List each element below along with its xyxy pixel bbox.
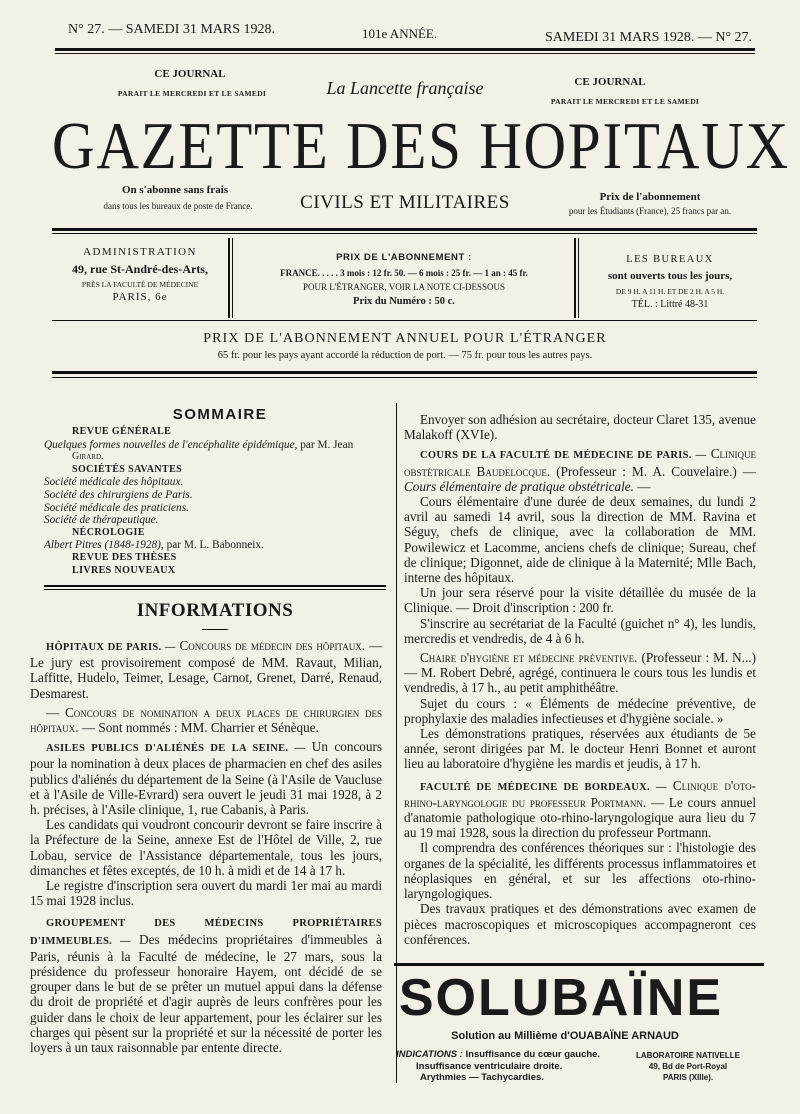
- abonne-1: On s'abonne sans frais: [121, 184, 229, 196]
- masthead-subtitle: CIVILS ET MILITAIRES: [300, 192, 510, 213]
- sommaire-necro-item: Albert Pitres (1848-1928),: [44, 539, 164, 552]
- sommaire-soc-item: Société de thérapeutique.: [44, 514, 159, 527]
- info-divider-left-2: [232, 238, 233, 318]
- r5-text: S'inscrire au secrétariat de la Faculté (guichet n° 4), les lundis, mercredis et vendredis, de 4 à 6 h.: [404, 615, 756, 646]
- journal-left-1: CE JOURNAL: [154, 68, 226, 80]
- sommaire-list: [44, 426, 394, 577]
- sommaire-rg-author: par M. Jean: [300, 438, 354, 451]
- prix-line: FRANCE. . . . . 3 mois : 12 fr. 50. — 6 mois : 25 fr. — 1 an : 45 fr.: [280, 268, 528, 278]
- prix-numero: Prix du Numéro : 50 c.: [353, 296, 455, 307]
- r9-text: — Le cours annuel d'anatomie pathologique oto-rhino-laryngologique aura lieu du 7 au 19 mai 1928, sous la direction du professeur Portmann.: [404, 794, 757, 841]
- left-column: [30, 638, 382, 1055]
- sommaire-rg-item: Quelques formes nouvelles de l'encéphalite épidémique,: [44, 438, 298, 451]
- info-divider-right: [574, 238, 576, 318]
- informations-underline: [202, 629, 228, 630]
- p3-text: Un concours pour la nomination à deux places de pharmacien en chef des asiles publics d'aliénés du département de la Seine (à l'Asile de Vaucluse et à l'Asile de Ville-Evrard) sera ouvert le jeudi 31 mai 1928, à 2 h. précises, à l'Asile clinique, 1, rue Cabanis, à Paris.: [30, 739, 383, 818]
- issue-left: N° 27. — SAMEDI 31 MARS 1928.: [68, 22, 276, 37]
- ad-lab-2: 49, Bd de Port-Royal: [648, 1062, 728, 1071]
- sommaire-revue-theses: REVUE DES THÈSES: [72, 551, 177, 563]
- prix-note: POUR L'ÉTRANGER, VOIR LA NOTE CI-DESSOUS: [303, 282, 505, 292]
- sommaire-soc-item: Société médicale des praticiens.: [44, 501, 189, 514]
- ad-rule: [394, 963, 764, 966]
- r2-head: COURS DE LA FACULTÉ DE MÉDECINE DE PARIS. —: [420, 450, 707, 462]
- ad-title: SOLUBAÏNE: [398, 969, 724, 1027]
- r2-prof: (Professeur : M. A. Couvelaire.) —: [556, 463, 756, 479]
- admin-address: 49, rue St-André-des-Arts,: [72, 262, 208, 276]
- ad-lab-1: LABORATOIRE NATIVELLE: [636, 1051, 740, 1060]
- r6-text: (Professeur : M. N...) — M. Robert Debré, agrégé, continuera le cours tous les lundis et vendredis, à 17 h., au petit amphithéâtre.: [404, 650, 756, 696]
- ad-indications: [396, 1049, 616, 1084]
- prix-title: PRIX DE L'ABONNEMENT :: [336, 252, 472, 263]
- ad-indications-2: Insuffisance ventriculaire droite.: [416, 1060, 563, 1072]
- sommaire-societes: SOCIÉTÉS SAVANTES: [72, 463, 183, 475]
- sommaire-rule: [44, 585, 386, 587]
- p6-text: Des médecins propriétaires d'immeubles à Paris, réunis à la Faculté de médecine, le 27 mars, sous la présidence du professeur honoraire Hayem, ont décidé de se grouper dans le but de se prêter un mutuel appui dans la défense du droit de propriété et d'agir auprès de leurs confrères pour les guider dans le choix de leur appartement, pour les éclairer sur les charges qui pèsent sur la propriété et sur la nécessité de porter les loyers à un taux raisonnable par entente directe.: [30, 931, 382, 1056]
- top-rule: [55, 48, 755, 51]
- admin-faculty: PRÈS LA FACULTÉ DE MÉDECINE: [81, 280, 199, 289]
- foreign-rule: [52, 371, 757, 374]
- p1-sub: Concours de médecin des hôpitaux.: [179, 638, 366, 653]
- foreign-title: PRIX DE L'ABONNEMENT ANNUEL POUR L'ÉTRANGER: [203, 331, 607, 346]
- sommaire-title: SOMMAIRE: [172, 406, 268, 423]
- info-divider-right-2: [578, 238, 579, 318]
- r1-text: Envoyer son adhésion au secrétaire, docteur Claret 135, avenue Malakoff (XVIe).: [404, 412, 756, 443]
- ad-subtitle: Solution au Millième d'OUABAÏNE ARNAUD: [451, 1030, 679, 1042]
- ad-indications-label: INDICATIONS :: [396, 1049, 463, 1060]
- sommaire-necro-author: par M. L. Babonneix.: [166, 539, 264, 552]
- lancette: La Lancette française: [326, 78, 484, 98]
- bureaux-tel: TÉL. : Littré 48-31: [631, 299, 709, 310]
- r2-sub: Clinique obstétricale Baudelocque.: [404, 446, 756, 479]
- admin-city: PARIS, 6e: [112, 291, 168, 303]
- p4-text: Les candidats qui voudront concourir devront se faire inscrire à la Préfecture de la Seine, annexe Est de l'Hôtel de Ville, 2, rue Lobau, service de l'Assistance départementale, tous les jours, dimanches et fêtes exceptés, de 10 h. à midi et de 14 à 17 h.: [30, 817, 382, 878]
- ad-indications-3: Arythmies — Tachycardies.: [420, 1072, 544, 1083]
- abonne-2: dans tous les bureaux de poste de France.: [103, 201, 253, 211]
- r10-text: Il comprendra des conférences théoriques sur : l'histologie des organes de la spécialité, les différents processus inflammatoires et néoplasiques en général, et sur les affections oto-rhino-laryngologiques.: [404, 840, 756, 902]
- sommaire-rg-author2: Girard.: [72, 451, 104, 463]
- sommaire-revue-generale: REVUE GÉNÉRALE: [72, 426, 172, 437]
- r7-text: Sujet du cours : « Éléments de médecine préventive, de prophylaxie des maladies infectieuses et d'hygiène sociale. »: [404, 695, 756, 726]
- r9-sub: Clinique d'oto-rhino-laryngologie du professeur Portmann.: [404, 777, 757, 810]
- journal-right-2: PARAIT LE MERCREDI ET LE SAMEDI: [550, 97, 700, 106]
- admin-title: ADMINISTRATION: [83, 246, 197, 258]
- sommaire-rule-thin: [44, 589, 386, 590]
- informations-title: INFORMATIONS: [136, 600, 294, 621]
- issue-right: SAMEDI 31 MARS 1928. — N° 27.: [545, 30, 753, 45]
- prix-1: Prix de l'abonnement: [599, 191, 701, 203]
- bureaux-hours: DE 9 H. A 11 H. ET DE 2 H. A 5 H.: [615, 287, 725, 296]
- r3-text: Cours élémentaire d'une durée de deux semaines, du lundi 2 avril au samedi 14 avril, sous la direction de MM. Ravina et Séguy, chefs de clinique, avec la collaboration de MM. Powilewicz et Lacomme, anciens chefs de clinique; Sureau, chef de clinique; Digonnet, aide de clinique à la Maternité; Mlle Bach, interne des hôpitaux.: [404, 494, 756, 586]
- sommaire-soc-item: Société médicale des hôpitaux.: [44, 476, 184, 489]
- journal-right-1: CE JOURNAL: [574, 76, 646, 88]
- r6-sub: Chaire d'hygiène et médecine préventive.: [420, 650, 638, 666]
- r2-italic: Cours élémentaire de pratique obstétricale.: [404, 478, 634, 494]
- info-divider-left: [228, 238, 230, 318]
- foreign-rule-thin: [52, 377, 757, 378]
- info-bar-rule: [52, 320, 757, 321]
- masthead-rule-thin: [52, 233, 757, 234]
- prix-2: pour les Étudiants (France), 25 francs par an.: [568, 206, 732, 216]
- p2-text: — Sont nommés : MM. Charrier et Sénèque.: [81, 720, 319, 736]
- p5-text: Le registre d'inscription sera ouvert du mardi 1er mai au mardi 15 mai 1928 inclus.: [30, 878, 382, 909]
- r9-head: FACULTÉ DE MÉDECINE DE BORDEAUX. —: [420, 781, 667, 793]
- issue-year: 101e ANNÉE.: [362, 26, 438, 41]
- sommaire-necrologie: NÉCROLOGIE: [72, 526, 145, 538]
- sommaire-soc-item: Société des chirurgiens de Paris.: [44, 488, 193, 501]
- bureaux-title: LES BUREAUX: [626, 254, 714, 265]
- right-column: [404, 412, 756, 947]
- ad-lab: [618, 1050, 758, 1083]
- ad-lab-3: PARIS (XIIIe).: [662, 1073, 714, 1082]
- p6-head: GROUPEMENT DES MÉDECINS PROPRIÉTAIRES D'IMMEUBLES. —: [30, 918, 382, 947]
- r11-text: Des travaux pratiques et des démonstrations avec examen de pièces macroscopiques et microscopiques accompagneront ces conférences.: [404, 901, 756, 947]
- p2-sub: — Concours de nomination a deux places de chirurgien des hôpitaux.: [30, 704, 382, 736]
- p1-head: HÔPITAUX DE PARIS. —: [46, 642, 176, 653]
- bureaux-open: sont ouverts tous les jours,: [607, 270, 733, 282]
- journal-left-2: PARAIT LE MERCREDI ET LE SAMEDI: [117, 89, 267, 98]
- r2-dash: —: [637, 478, 651, 494]
- foreign-line: 65 fr. pour les pays ayant accordé la réduction de port. — 75 fr. pour tous les autres pays.: [217, 350, 593, 361]
- masthead-rule: [52, 228, 757, 231]
- r8-text: Les démonstrations pratiques, réservées aux étudiants de 5e année, seront dirigées par M. le docteur Henri Bonnet et auront lieu au laboratoire d'hygiène les mardis et jeudis, à 17 h.: [404, 726, 756, 772]
- r4-text: Un jour sera réservé pour la visite détaillée du musée de la Clinique. — Droit d'inscription : 200 fr.: [404, 585, 756, 616]
- top-rule-thin: [55, 53, 755, 54]
- p3-head: ASILES PUBLICS D'ALIÉNÉS DE LA SEINE. —: [46, 743, 306, 755]
- p1-text: — Le jury est provisoirement composé de MM. Ravaut, Milian, Laffitte, Hudelo, Teimer, Lesage, Carnot, Grenet, Darré, Renaud, Desmarest.: [30, 638, 383, 701]
- sommaire-livres: LIVRES NOUVEAUX: [72, 564, 176, 576]
- masthead-title: GAZETTE DES HOPITAUX: [52, 109, 790, 183]
- ad-indications-1: Insuffisance du cœur gauche.: [465, 1049, 601, 1060]
